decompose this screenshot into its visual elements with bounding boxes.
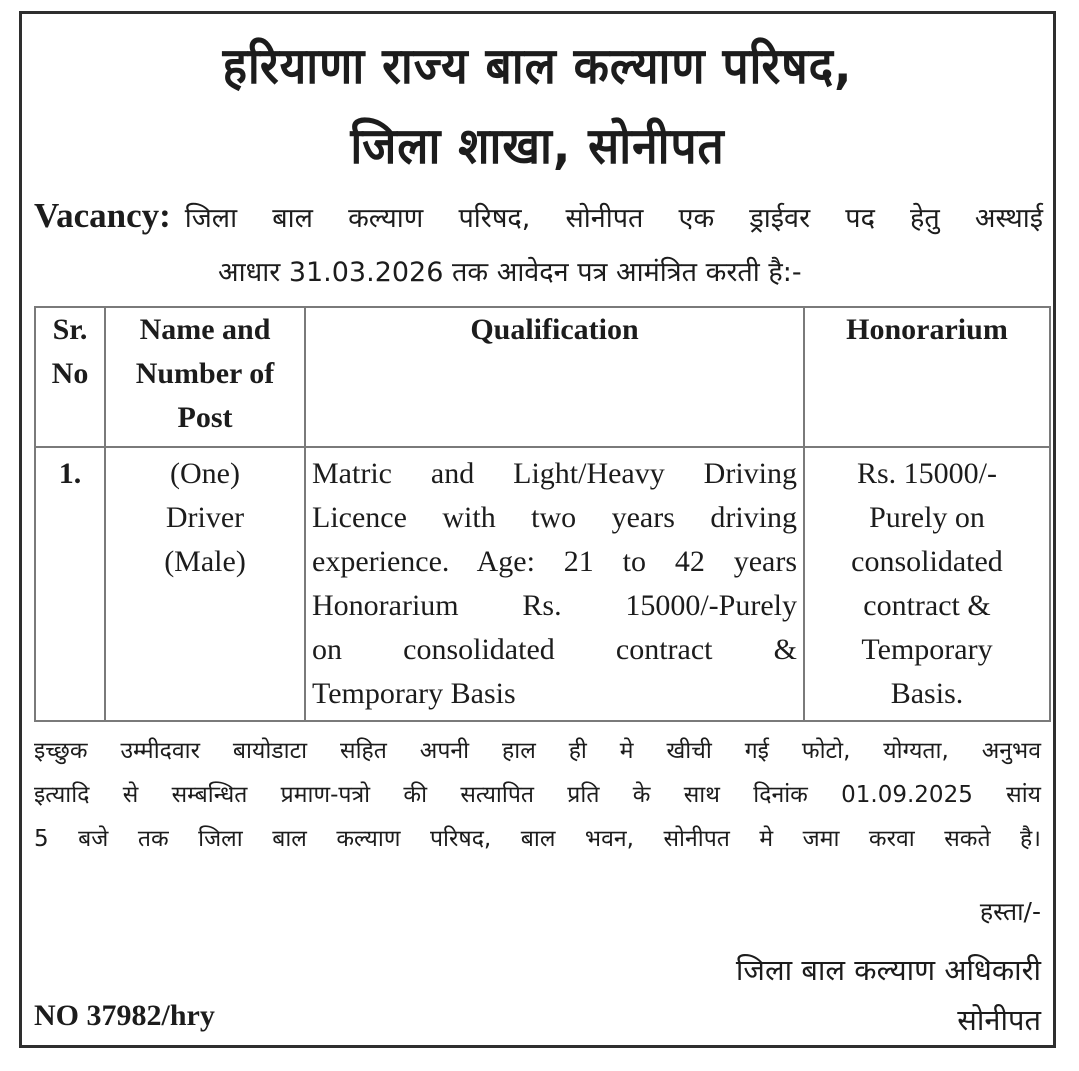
honorarium-line: Basis. [890,677,964,710]
instructions-paragraph [34,729,1041,861]
vacancy-table [34,306,1051,722]
title-line-1: हरियाणा राज्य बाल कल्याण परिषद, [222,37,853,95]
qualification-line: on consolidated contract & [312,633,797,666]
cell-post [105,447,305,721]
signature-designation: जिला बाल कल्याण अधिकारी [735,953,1041,987]
notice-frame [19,11,1056,1048]
instructions-line: 5 बजे तक जिला बाल कल्याण परिषद, बाल भवन, सोनीपत मे जमा करवा सकते है। [34,826,1041,852]
header-name-line: Post [177,401,233,434]
signature-place: सोनीपत [957,1003,1041,1037]
table-header-row [35,307,1050,447]
honorarium-line: Rs. 15000/- [856,457,997,490]
header-name-line: Name and [139,313,271,346]
qualification-line: Honorarium Rs. 15000/-Purely [312,589,797,622]
header-name-and-number [105,307,305,447]
header-sr-no [35,307,105,447]
honorarium-line: Purely on [869,501,985,534]
header-sr-no-line: No [51,357,89,390]
honorarium-line: contract & [863,589,991,622]
title-line-2: जिला शाखा, सोनीपत [350,117,725,175]
post-line: (Male) [164,545,246,578]
cell-qualification [305,447,804,721]
vacancy-text-2: आधार 31.03.2026 तक आवेदन पत्र आमंत्रित करती है:- [218,257,802,288]
vacancy-text-1: जिला बाल कल्याण परिषद, सोनीपत एक ड्राईवर पद हेतु अस्थाई [184,203,1043,234]
instructions-line: इत्यादि से सम्बन्धित प्रमाण-पत्रो की सत्यापित प्रति के साथ दिनांक 01.09.2025 सांय [34,782,1041,808]
honorarium-line: Temporary [861,633,993,666]
qualification-line: Temporary Basis [312,677,516,710]
header-honorarium: Honorarium [804,307,1050,447]
qualification-line: experience. Age: 21 to 42 years [312,545,797,578]
table-row [35,447,1050,721]
header-qualification: Qualification [305,307,804,447]
qualification-line: Matric and Light/Heavy Driving [312,457,797,490]
honorarium-line: consolidated [851,545,1003,578]
vacancy-line-1 [34,196,1043,240]
qualification-line: Licence with two years driving [312,501,797,534]
vacancy-label: Vacancy: [34,196,171,235]
cell-honorarium [804,447,1050,721]
post-line: (One) [170,457,240,490]
post-line: Driver [165,501,245,534]
reference-number: NO 37982/hry [34,999,215,1032]
header-name-line: Number of [135,357,275,390]
instructions-line: इच्छुक उम्मीदवार बायोडाटा सहित अपनी हाल ही मे खीची गई फोटो, योग्यता, अनुभव [34,738,1041,764]
cell-sr-no: 1. [35,447,105,721]
header-sr-no-line: Sr. [52,313,88,346]
signature-signed: हस्ता/- [979,897,1041,926]
